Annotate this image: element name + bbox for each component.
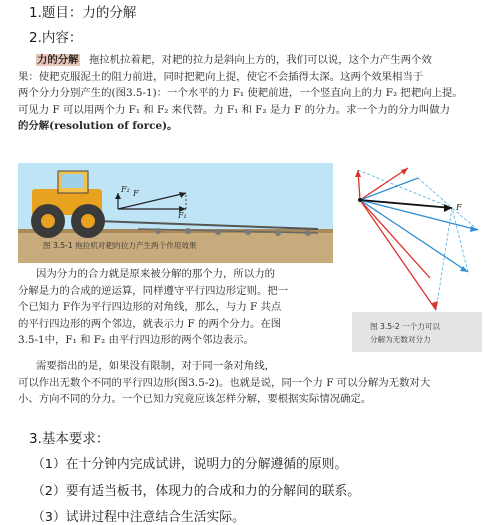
passage-paragraph-3	[18, 358, 488, 410]
passage-paragraph-2	[18, 266, 338, 356]
figure-parallelograms-caption: 图 3.5-2 一个力可以	[370, 322, 441, 331]
force-label-f1: F₁	[178, 211, 187, 220]
figure-parallelograms-caption-box	[352, 312, 482, 352]
passage-line: 因为分力的合力就是原来被分解的那个力，所以力的	[36, 268, 275, 280]
passage-line: 个已知力 F作为平行四边形的对角线，那么，与力 F 共点	[18, 301, 282, 314]
force-label-f2: F₂	[121, 185, 130, 194]
term-highlight: 力的分解	[37, 54, 79, 66]
passage-line: 果：使耙克服泥土的阻力前进，同时把耙向上提，使它不会插得太深。这两个效果相当于	[18, 70, 424, 83]
requirement-item: （1）在十分钟内完成试讲，说明力的分解遵循的原则。	[32, 457, 348, 472]
figure-parallelograms	[348, 160, 490, 315]
passage-line: 分解是力的合成的逆运算，同样遵守平行四边形定则。把一	[18, 284, 289, 297]
section-content-heading: 2.内容：	[29, 30, 83, 46]
passage-line: 可见力 F 可以用两个力 F₁ 和 F₂ 来代替。力 F₁ 和 F₂ 是力 F 的分力。求一个力的分力叫做力	[18, 103, 451, 116]
requirement-item: （3）试讲过程中注意结合生活实际。	[32, 510, 245, 525]
parallelogram-diagram	[348, 160, 490, 315]
passage-line: 的平行四边形的两个邻边，就表示力 F 的两个分力。在图	[18, 317, 282, 330]
passage-line: 可以作出无数个不同的平行四边形(图3.5-2)。也就是说，同一个力 F 可以分解为无数对大	[18, 376, 431, 389]
force-label-f: F	[456, 203, 462, 212]
force-label-f: F	[133, 189, 139, 198]
passage-line: 拖拉机拉着耙，对耙的拉力是斜向上方的，我们可以说，这个力产生两个效	[88, 54, 432, 66]
requirement-item: （2）要有适当板书，体现力的合成和力的分解间的联系。	[32, 484, 361, 499]
passage-line: 3.5-1中，F₁ 和 F₂ 由平行四边形的两个邻边表示。	[18, 334, 254, 347]
figure-parallelograms-caption: 分解为无数对分力	[370, 335, 431, 344]
passage-line: 小、方向不同的分力。一个已知力究竟应该怎样分解，要根据实际情况确定。	[18, 393, 372, 406]
passage-line: 需要指出的是，如果没有限制，对于同一条对角线，	[36, 360, 275, 372]
passage-line: 的分解(resolution of force)。	[18, 120, 178, 133]
section-requirements-heading: 3.基本要求：	[29, 431, 110, 447]
section-title: 1.题目：力的分解	[29, 5, 137, 21]
figure-tractor-caption: 图 3.5-1 拖拉机对耙的拉力产生两个作用效果	[43, 241, 197, 250]
passage-line: 两个分力分别产生的(图3.5-1)：一个水平的力 F₁ 使耙前进，一个竖直向上的力 F₂ 把耙向上提。	[18, 87, 463, 100]
passage-paragraph-1	[18, 52, 488, 142]
